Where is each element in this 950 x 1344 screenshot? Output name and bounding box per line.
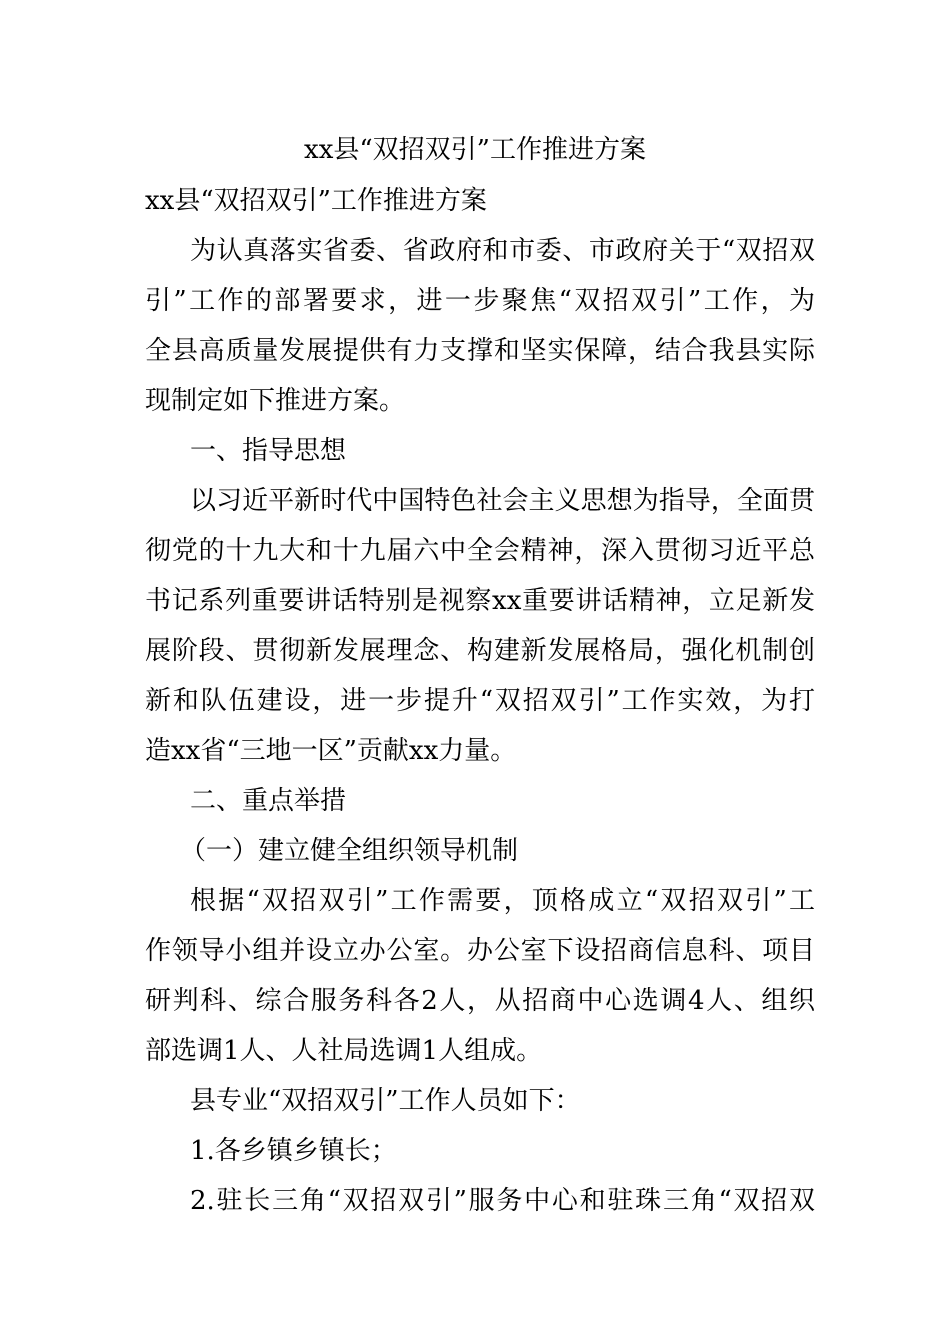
paragraph-line: 现制定如下推进方案。	[145, 386, 406, 416]
paragraph-line: 根据“双招双引”工作需要，顶格成立“双招双引”工	[190, 886, 815, 916]
paragraph-line: 引”工作的部署要求，进一步聚焦“双招双引”工作，为	[145, 286, 815, 316]
paragraph-line: 书记系列重要讲话特别是视察xx重要讲话精神，立足新发	[145, 586, 815, 616]
paragraph-line: 研判科、综合服务科各2人，从招商中心选调4人、组织	[145, 986, 815, 1016]
paragraph-line: 以习近平新时代中国特色社会主义思想为指导，全面贯	[190, 486, 815, 516]
paragraph-line: 彻党的十九大和十九届六中全会精神，深入贯彻习近平总	[145, 536, 815, 566]
subsection-heading: （一）建立健全组织领导机制	[180, 836, 519, 866]
paragraph-line: 为认真落实省委、省政府和市委、市政府关于“双招双	[190, 236, 815, 266]
section-heading: 一、指导思想	[190, 436, 347, 466]
paragraph-line: 造xx省“三地一区”贡献xx力量。	[145, 736, 517, 766]
paragraph-line: 县专业“双招双引”工作人员如下：	[190, 1086, 581, 1116]
paragraph-line: 部选调1人、人社局选调1人组成。	[145, 1036, 543, 1066]
doc-heading-line: xx县“双招双引”工作推进方案	[145, 186, 487, 216]
paragraph-line: 作领导小组并设立办公室。办公室下设招商信息科、项目	[145, 936, 815, 966]
paragraph-line: 展阶段、贯彻新发展理念、构建新发展格局，强化机制创	[145, 636, 815, 666]
paragraph-line: 全县高质量发展提供有力支撑和坚实保障，结合我县实际	[145, 336, 815, 366]
list-item: 2.驻长三角“双招双引”服务中心和驻珠三角“双招双	[190, 1186, 815, 1216]
list-item: 1.各乡镇乡镇长；	[190, 1136, 397, 1166]
document-title: xx县“双招双引”工作推进方案	[304, 135, 646, 165]
section-heading: 二、重点举措	[190, 786, 347, 816]
paragraph-line: 新和队伍建设，进一步提升“双招双引”工作实效，为打	[145, 686, 815, 716]
